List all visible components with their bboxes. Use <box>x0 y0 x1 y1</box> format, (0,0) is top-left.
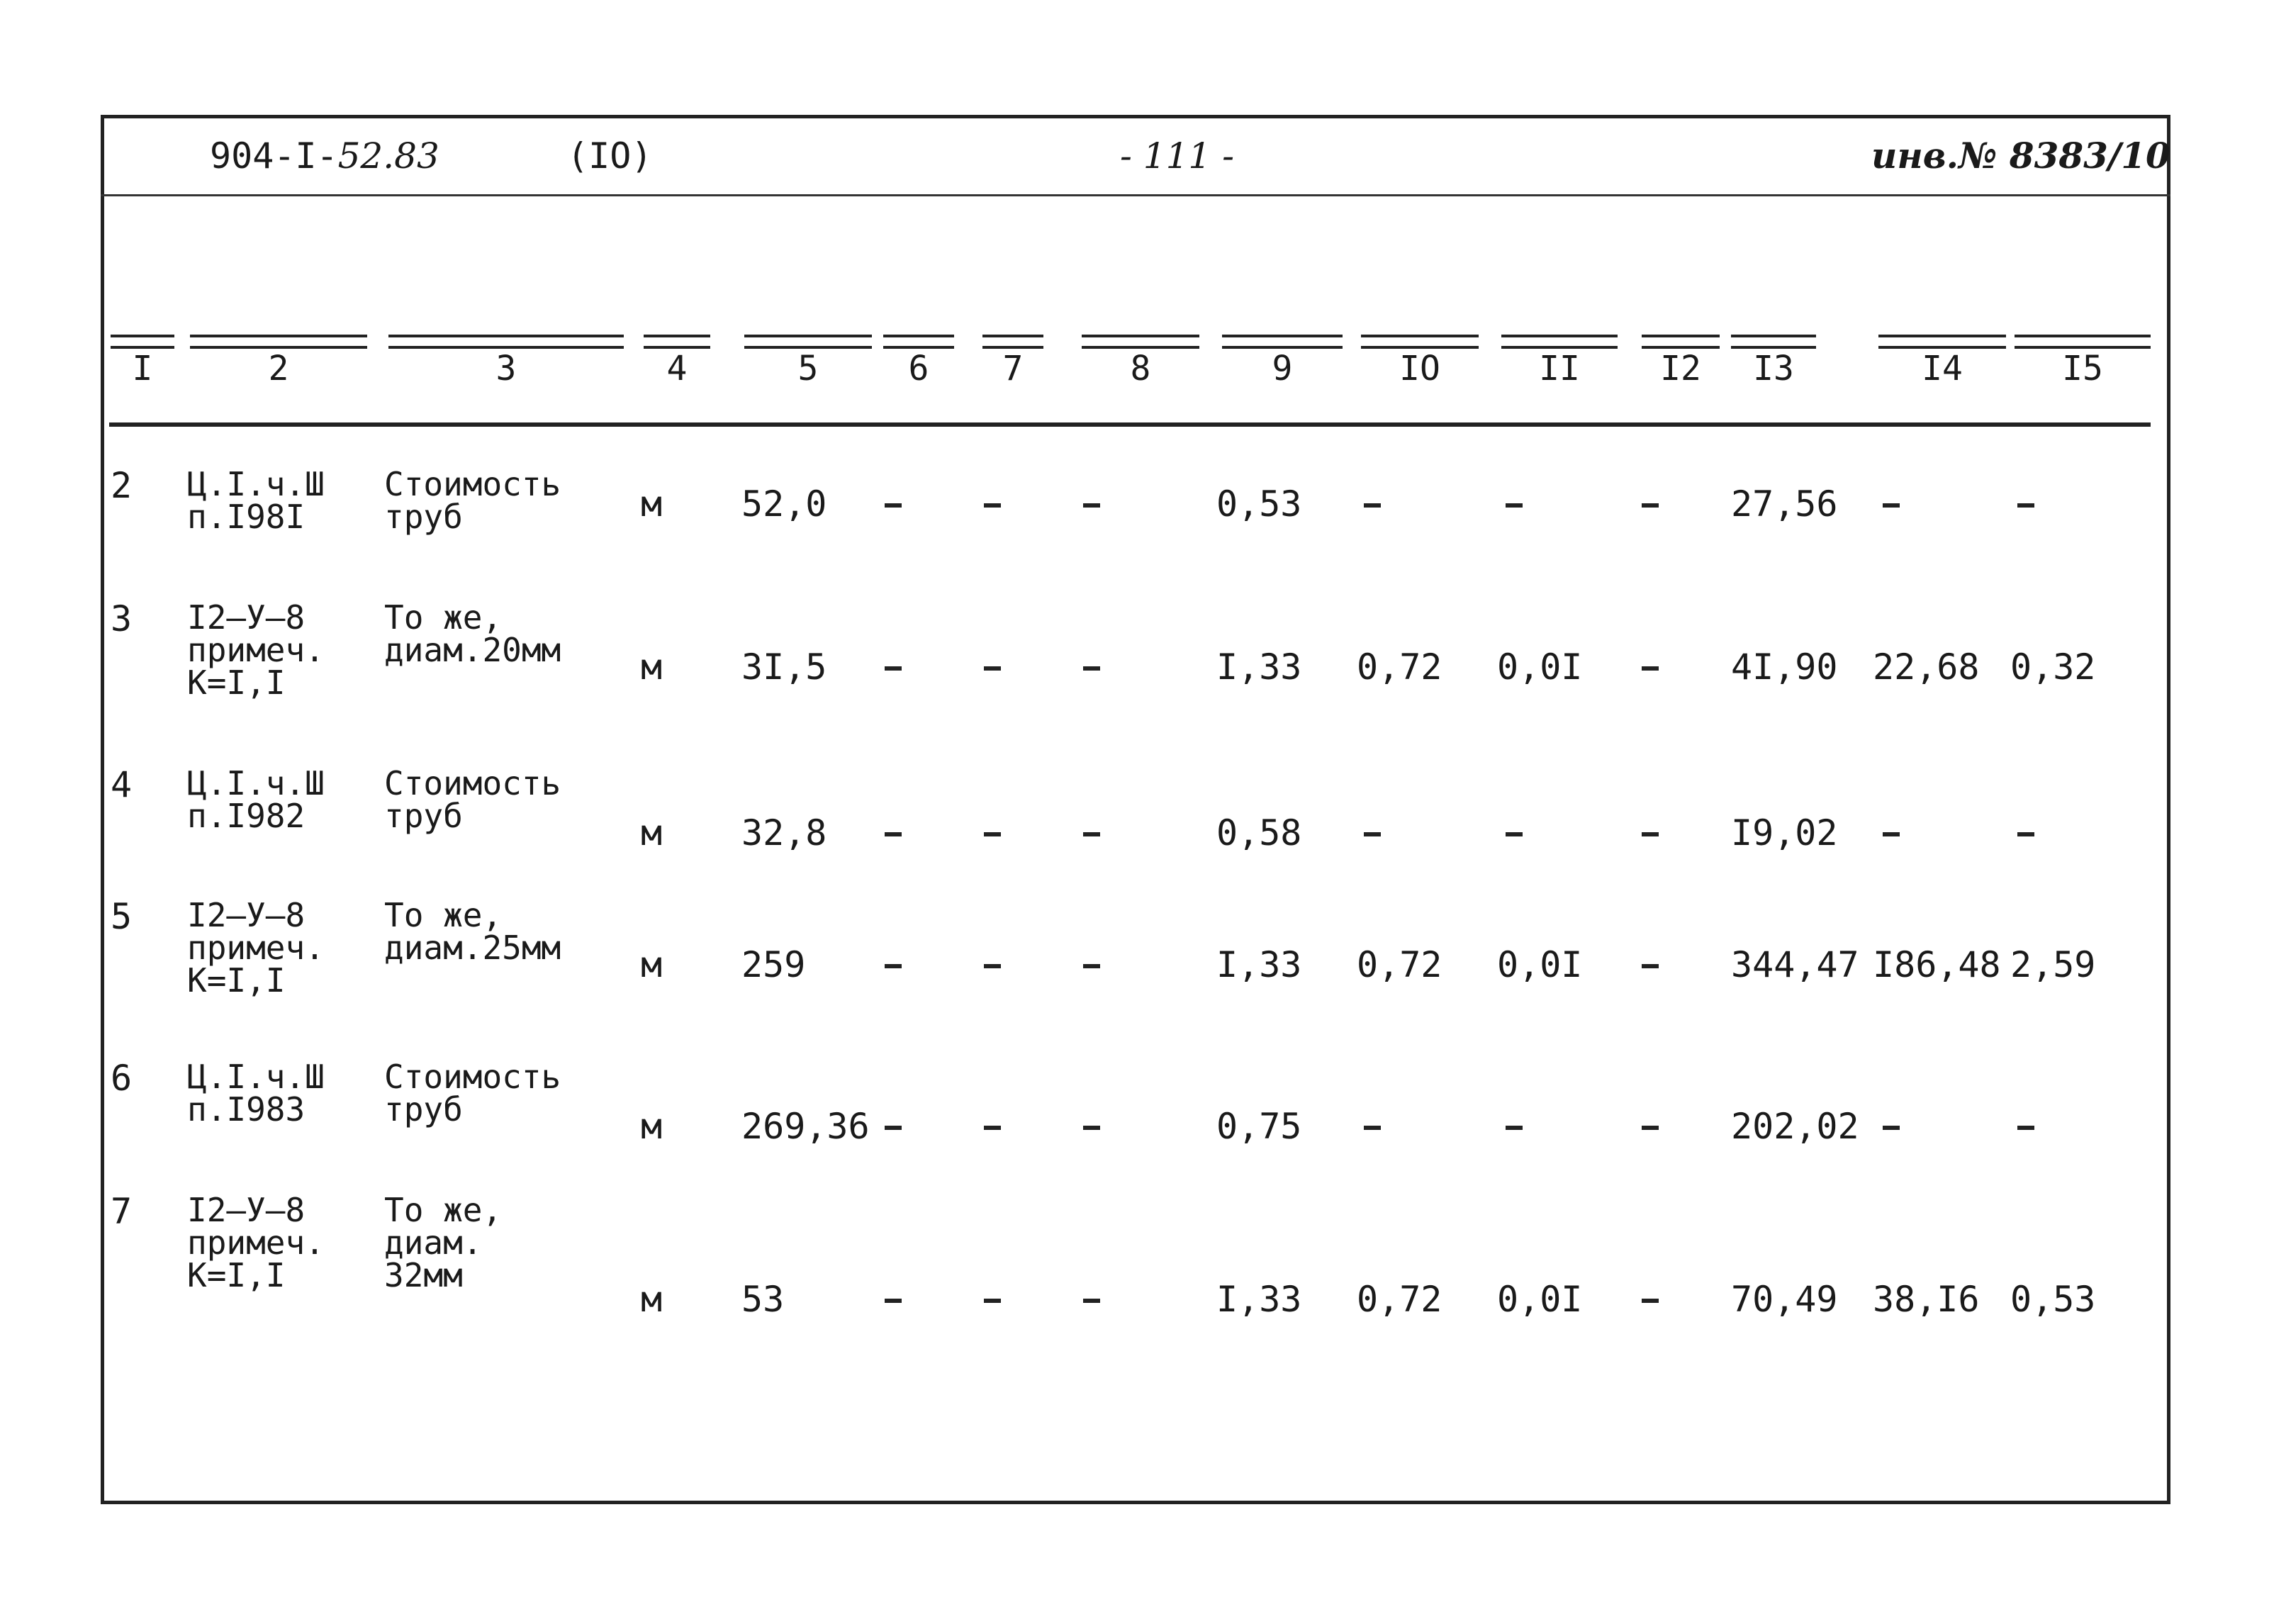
value-cell-c14: 22,68 <box>1873 646 1980 688</box>
quantity-cell: 259 <box>741 944 806 985</box>
value-cell-c13: 27,56 <box>1731 483 1838 525</box>
column-double-rule <box>388 335 624 349</box>
value-cell-c9: I,33 <box>1216 944 1302 985</box>
column-number: 5 <box>797 349 819 388</box>
value-cell-c9: 0,58 <box>1216 812 1302 853</box>
value-cell-c9: 0,75 <box>1216 1106 1302 1147</box>
reference-cell: Ц.I.ч.Ш п.I983 <box>187 1058 325 1129</box>
quantity-cell: 269,36 <box>741 1106 870 1147</box>
column-double-rule <box>883 335 954 349</box>
quantity-cell: 32,8 <box>741 812 827 853</box>
dash-mark <box>885 1299 902 1303</box>
row-number: 5 <box>111 896 133 937</box>
dash-mark <box>1642 1299 1659 1303</box>
unit-cell: м <box>641 944 663 985</box>
dash-mark <box>1506 832 1523 836</box>
doc-code-handwritten: 52.83 <box>337 135 439 177</box>
dash-mark <box>984 832 1001 836</box>
column-double-rule <box>1731 335 1816 349</box>
column-number: IO <box>1399 349 1440 388</box>
header-divider <box>101 194 2170 196</box>
dash-mark <box>1883 832 1900 836</box>
description-cell: То же, диам.25мм <box>384 896 561 967</box>
value-cell-c15: 2,59 <box>2010 944 2096 985</box>
dash-mark <box>1642 832 1659 836</box>
dash-mark <box>1883 1126 1900 1130</box>
column-number: I5 <box>2062 349 2103 388</box>
row-number: 6 <box>111 1058 133 1099</box>
table-row <box>0 598 2269 743</box>
description-cell: Стоимость труб <box>384 1058 561 1129</box>
part-number: (IO) <box>567 135 653 177</box>
description-cell: Стоимость труб <box>384 465 561 536</box>
column-number: 3 <box>495 349 517 388</box>
dash-mark <box>1506 1126 1523 1130</box>
dash-mark <box>1642 666 1659 671</box>
reference-cell: Ц.I.ч.Ш п.I98I <box>187 465 325 536</box>
table-row <box>0 465 2269 610</box>
dash-mark <box>885 503 902 508</box>
unit-cell: м <box>641 646 663 688</box>
column-number: 7 <box>1002 349 1024 388</box>
column-number: II <box>1539 349 1580 388</box>
doc-code-printed: 904-I- <box>210 135 338 177</box>
quantity-cell: 3I,5 <box>741 646 827 688</box>
dash-mark <box>1364 832 1381 836</box>
column-double-rule <box>1361 335 1479 349</box>
table-row <box>0 1191 2269 1335</box>
column-double-rule <box>644 335 710 349</box>
column-number: 2 <box>268 349 289 388</box>
reference-cell: I2–У–8 примеч. К=I,I <box>187 1191 325 1294</box>
dash-mark <box>1364 1126 1381 1130</box>
column-double-rule <box>744 335 872 349</box>
inventory-number: инв.№ 8383/10 <box>1871 135 2170 177</box>
value-cell-c11: 0,0I <box>1497 1279 1583 1320</box>
dash-mark <box>1642 964 1659 968</box>
value-cell-c13: 70,49 <box>1731 1279 1838 1320</box>
value-cell-c14: 38,I6 <box>1873 1279 1980 1320</box>
dash-mark <box>984 666 1001 671</box>
dash-mark <box>1083 503 1100 508</box>
row-number: 2 <box>111 465 133 506</box>
dash-mark <box>1083 1126 1100 1130</box>
column-number: I3 <box>1753 349 1794 388</box>
description-cell: Стоимость труб <box>384 764 561 835</box>
dash-mark <box>984 1299 1001 1303</box>
column-double-rule <box>190 335 367 349</box>
row-number: 7 <box>111 1191 133 1232</box>
column-double-rule <box>982 335 1043 349</box>
dash-mark <box>885 1126 902 1130</box>
unit-cell: м <box>641 483 663 525</box>
description-cell: То же, диам.20мм <box>384 598 561 669</box>
value-cell-c13: 344,47 <box>1731 944 1859 985</box>
reference-cell: Ц.I.ч.Ш п.I982 <box>187 764 325 835</box>
dash-mark <box>1642 1126 1659 1130</box>
value-cell-c13: 202,02 <box>1731 1106 1859 1147</box>
dash-mark <box>984 1126 1001 1130</box>
column-double-rule <box>2015 335 2151 349</box>
column-double-rule <box>1642 335 1720 349</box>
dash-mark <box>1083 1299 1100 1303</box>
dash-mark <box>984 503 1001 508</box>
dash-mark <box>1364 503 1381 508</box>
reference-cell: I2–У–8 примеч. К=I,I <box>187 896 325 999</box>
value-cell-c9: 0,53 <box>1216 483 1302 525</box>
value-cell-c10: 0,72 <box>1357 646 1442 688</box>
doc-code <box>210 135 439 177</box>
value-cell-c10: 0,72 <box>1357 944 1442 985</box>
row-number: 3 <box>111 598 133 639</box>
description-cell: То же, диам. 32мм <box>384 1191 503 1294</box>
column-double-rule <box>1501 335 1618 349</box>
unit-cell: м <box>641 1106 663 1147</box>
column-number: 8 <box>1130 349 1151 388</box>
dash-mark <box>1083 666 1100 671</box>
value-cell-c15: 0,53 <box>2010 1279 2096 1320</box>
dash-mark <box>885 666 902 671</box>
unit-cell: м <box>641 1279 663 1320</box>
column-double-rule <box>1878 335 2006 349</box>
column-double-rule <box>111 335 174 349</box>
quantity-cell: 52,0 <box>741 483 827 525</box>
value-cell-c9: I,33 <box>1216 646 1302 688</box>
column-number: 4 <box>666 349 688 388</box>
table-row <box>0 896 2269 1041</box>
dash-mark <box>2017 1126 2034 1130</box>
dash-mark <box>885 964 902 968</box>
dash-mark <box>984 964 1001 968</box>
dash-mark <box>1506 503 1523 508</box>
dash-mark <box>1083 832 1100 836</box>
page-number: - 111 - <box>1120 135 1235 177</box>
quantity-cell: 53 <box>741 1279 785 1320</box>
column-number: I <box>132 349 153 388</box>
value-cell-c11: 0,0I <box>1497 646 1583 688</box>
column-number: 6 <box>908 349 929 388</box>
header-rule <box>109 422 2151 427</box>
dash-mark <box>1642 503 1659 508</box>
dash-mark <box>1883 503 1900 508</box>
dash-mark <box>885 832 902 836</box>
value-cell-c14: I86,48 <box>1873 944 2001 985</box>
column-double-rule <box>1222 335 1343 349</box>
reference-cell: I2–У–8 примеч. К=I,I <box>187 598 325 702</box>
value-cell-c15: 0,32 <box>2010 646 2096 688</box>
table-row <box>0 1060 2269 1202</box>
column-number: 9 <box>1272 349 1293 388</box>
dash-mark <box>2017 832 2034 836</box>
value-cell-c13: 4I,90 <box>1731 646 1838 688</box>
value-cell-c13: I9,02 <box>1731 812 1838 853</box>
row-number: 4 <box>111 764 133 805</box>
column-number: I4 <box>1922 349 1963 388</box>
table-row <box>0 764 2269 909</box>
dash-mark <box>1083 964 1100 968</box>
column-number: I2 <box>1660 349 1701 388</box>
value-cell-c10: 0,72 <box>1357 1279 1442 1320</box>
value-cell-c9: I,33 <box>1216 1279 1302 1320</box>
column-double-rule <box>1082 335 1199 349</box>
dash-mark <box>2017 503 2034 508</box>
value-cell-c11: 0,0I <box>1497 944 1583 985</box>
unit-cell: м <box>641 812 663 853</box>
